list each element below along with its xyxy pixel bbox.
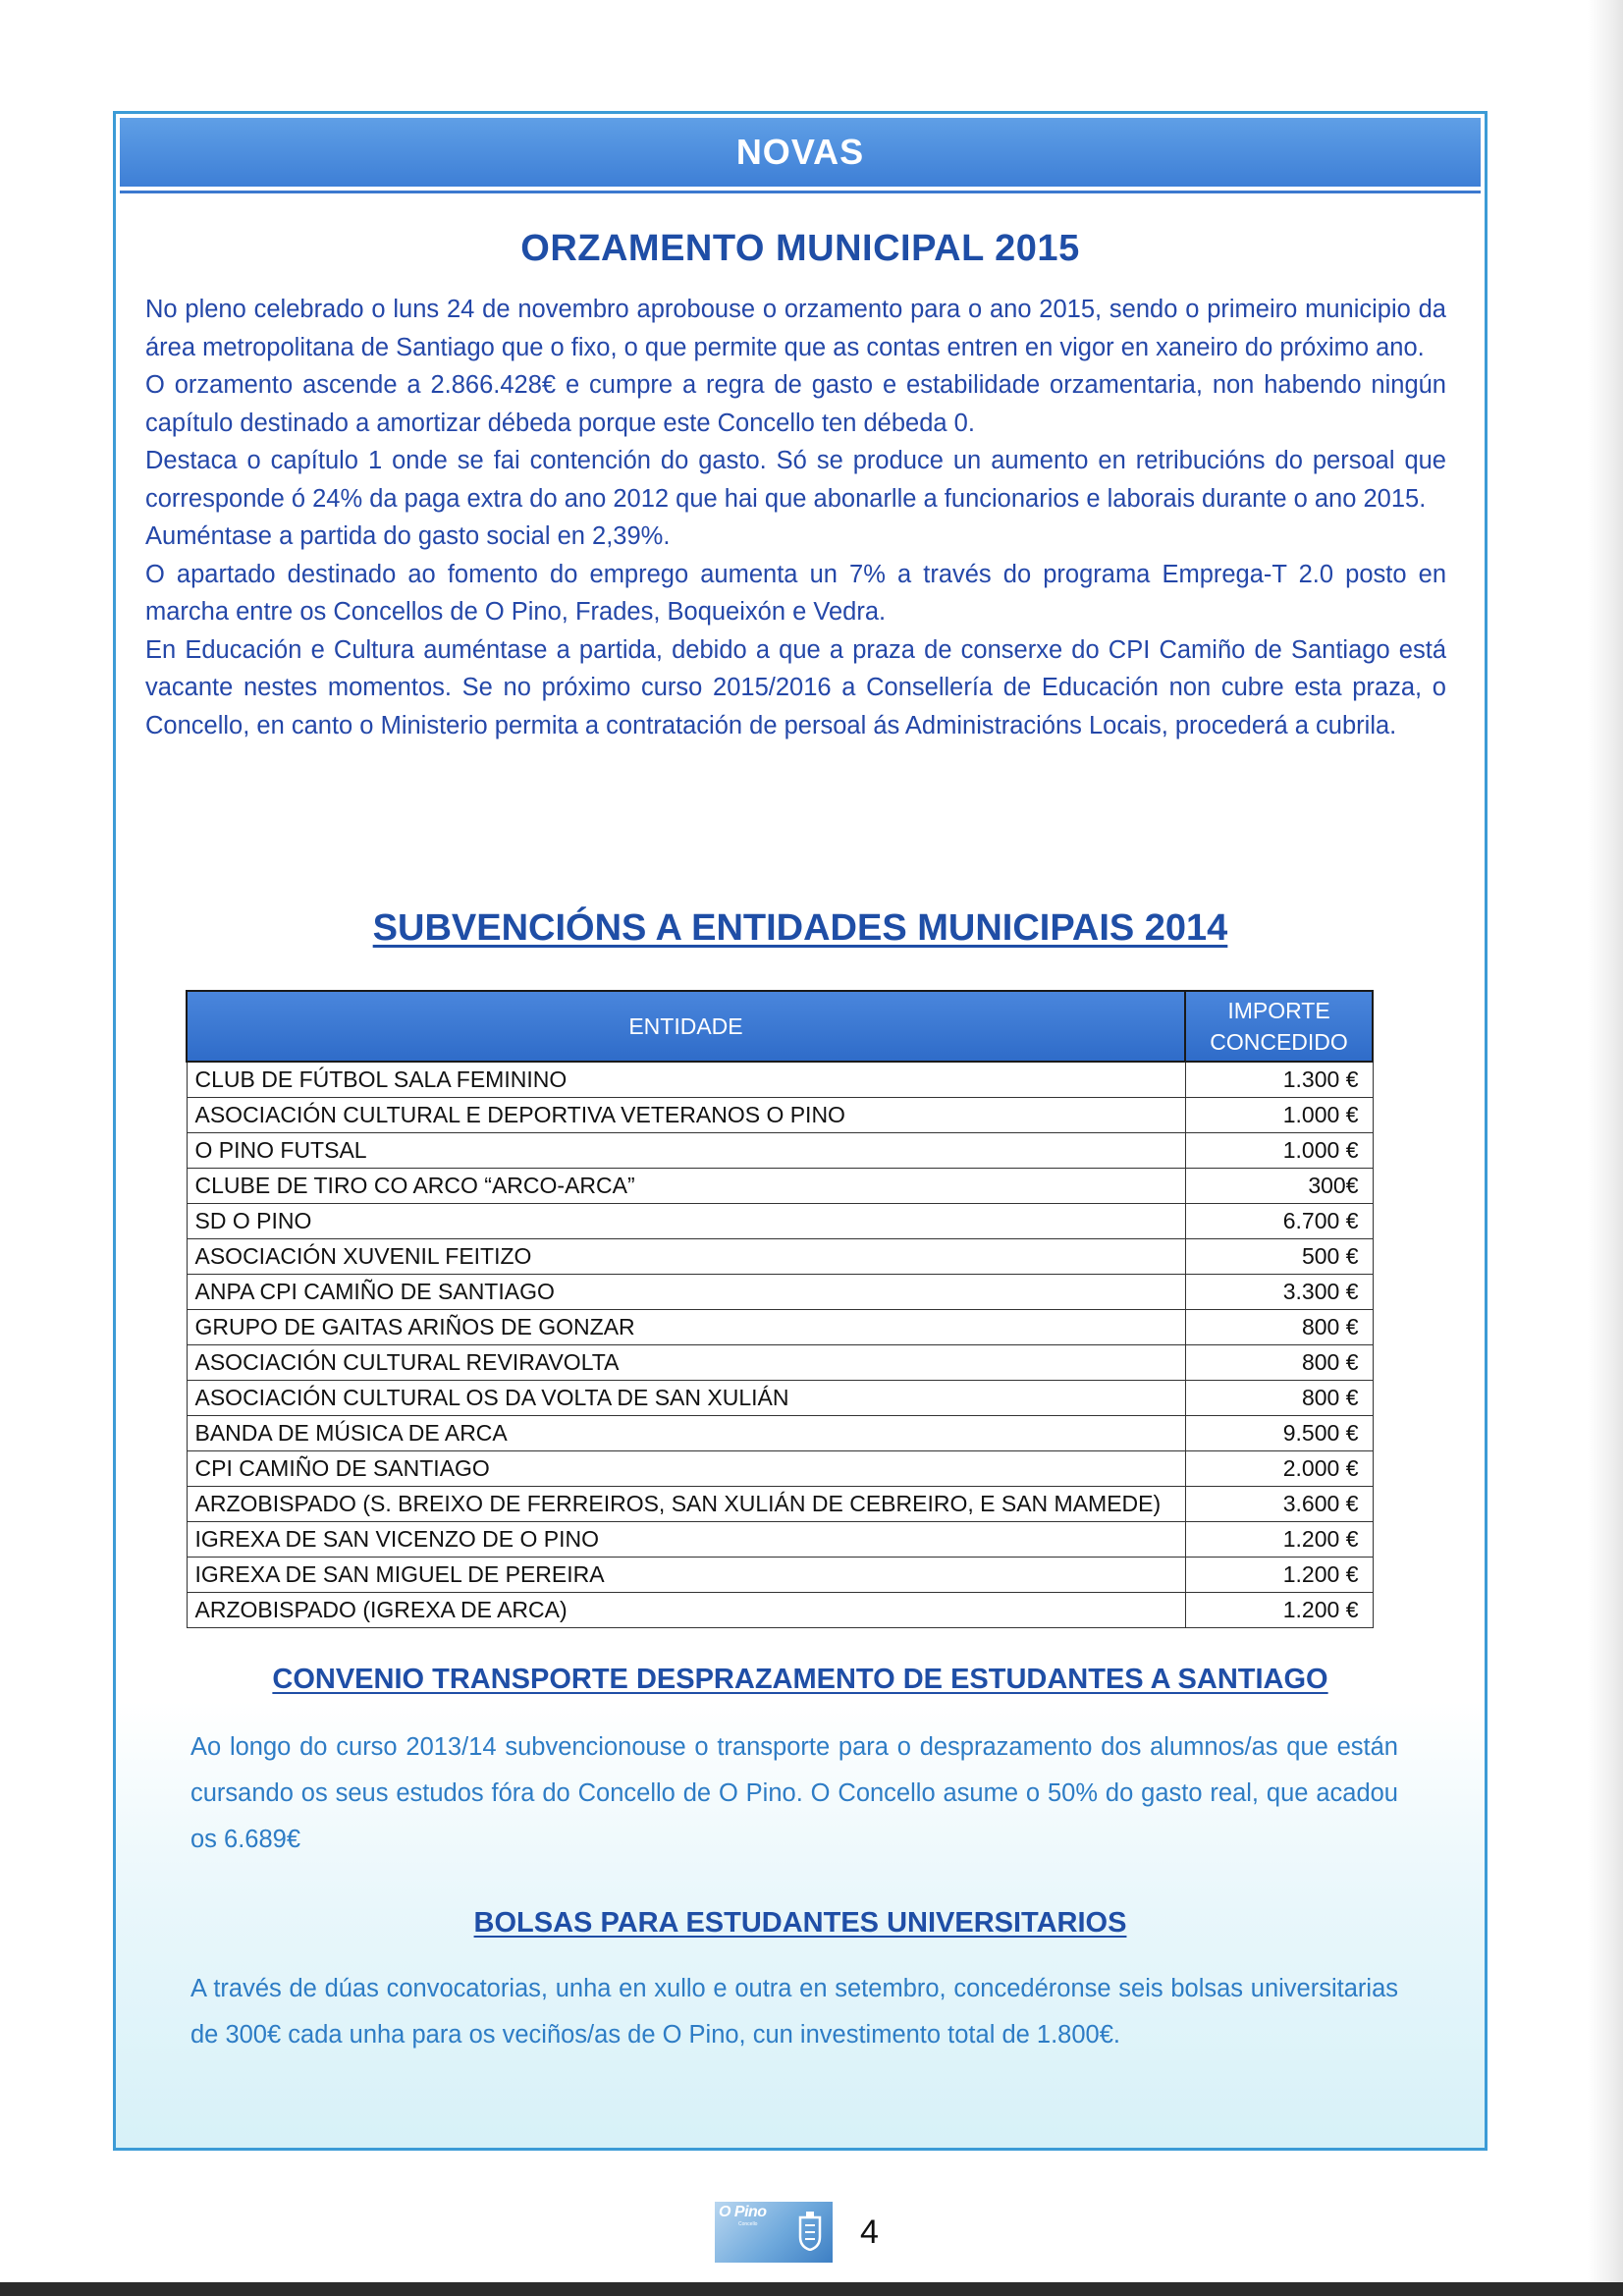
- logo-subtext: Concello: [738, 2221, 758, 2227]
- table-row: [187, 1593, 1373, 1628]
- table-row: [187, 1098, 1373, 1133]
- table-row: [187, 1169, 1373, 1204]
- amount-cell: 1.200 €: [1185, 1558, 1373, 1593]
- entity-cell: SD O PINO: [187, 1204, 1185, 1239]
- budget-paragraph: Auméntase a partida do gasto social en 2,39%.: [145, 522, 671, 550]
- logo-text: O Pino: [719, 2204, 767, 2220]
- amount-cell: 6.700 €: [1185, 1204, 1373, 1239]
- table-row: [187, 1275, 1373, 1310]
- entity-cell: BANDA DE MÚSICA DE ARCA: [187, 1416, 1185, 1451]
- amount-cell: 800 €: [1185, 1310, 1373, 1345]
- scan-bottom-edge: [0, 2282, 1623, 2296]
- amount-cell: 3.600 €: [1185, 1487, 1373, 1522]
- entity-cell: ASOCIACIÓN XUVENIL FEITIZO: [187, 1239, 1185, 1275]
- entity-cell: CLUB DE FÚTBOL SALA FEMININO: [187, 1062, 1185, 1098]
- section-title-transport: CONVENIO TRANSPORTE DESPRAZAMENTO DE ESTUDANTES A SANTIAGO: [272, 1664, 1328, 1695]
- amount-cell: 1.000 €: [1185, 1133, 1373, 1169]
- entity-cell: CPI CAMIÑO DE SANTIAGO: [187, 1451, 1185, 1487]
- budget-paragraph: No pleno celebrado o luns 24 de novembro aprobouse o orzamento para o ano 2015, sendo o primeiro municipio da área metropolitana de Santiago que o fixo, o que permite que as contas entren en vigor en xaneiro do próximo ano.: [145, 296, 1446, 361]
- entity-cell: GRUPO DE GAITAS ARIÑOS DE GONZAR: [187, 1310, 1185, 1345]
- scan-page-edge: [1588, 0, 1623, 2296]
- amount-cell: 1.300 €: [1185, 1062, 1373, 1098]
- table-row: [187, 1239, 1373, 1275]
- budget-paragraph: En Educación e Cultura auméntase a partida, debido a que a praza de conserxe do CPI Camiño de Santiago está vacante nestes momentos. Se no próximo curso 2015/2016 a Consellería de Educación non cubre esta praza, o Concello, en canto o Ministerio permita a contratación de persoal ás Administracións Locais, procederá a cubrila.: [145, 635, 1446, 739]
- budget-paragraph: O apartado destinado ao fomento do emprego aumenta un 7% a través do programa Emprega-T 2.0 posto en marcha entre os Concellos de O Pino, Frades, Boqueixón e Vedra.: [145, 560, 1446, 626]
- amount-cell: 800 €: [1185, 1381, 1373, 1416]
- amount-cell: 2.000 €: [1185, 1451, 1373, 1487]
- amount-cell: 1.200 €: [1185, 1522, 1373, 1558]
- header-divider: [120, 191, 1481, 193]
- amount-cell: 9.500 €: [1185, 1416, 1373, 1451]
- amount-cell: 300€: [1185, 1169, 1373, 1204]
- entity-cell: ASOCIACIÓN CULTURAL REVIRAVOLTA: [187, 1345, 1185, 1381]
- column-header-entity: ENTIDADE: [187, 991, 1185, 1062]
- news-frame: [113, 111, 1488, 2151]
- table-row: [187, 1558, 1373, 1593]
- header-band: [120, 118, 1481, 187]
- table-row: [187, 1310, 1373, 1345]
- entity-cell: IGREXA DE SAN VICENZO DE O PINO: [187, 1522, 1185, 1558]
- budget-article: [145, 291, 1446, 744]
- entity-cell: ANPA CPI CAMIÑO DE SANTIAGO: [187, 1275, 1185, 1310]
- amount-cell: 500 €: [1185, 1239, 1373, 1275]
- amount-cell: 1.000 €: [1185, 1098, 1373, 1133]
- concello-logo: [715, 2202, 833, 2263]
- entity-cell: CLUBE DE TIRO CO ARCO “ARCO-ARCA”: [187, 1169, 1185, 1204]
- table-row: [187, 1451, 1373, 1487]
- table-row: [187, 1416, 1373, 1451]
- section-title-budget: ORZAMENTO MUNICIPAL 2015: [520, 228, 1080, 269]
- municipal-shield-icon: [797, 2212, 823, 2251]
- table-row: [187, 1204, 1373, 1239]
- entity-cell: ARZOBISPADO (IGREXA DE ARCA): [187, 1593, 1185, 1628]
- transport-paragraph: Ao longo do curso 2013/14 subvencionouse o transporte para o desprazamento dos alumnos/as que están cursando os seus estudos fóra do Concello de O Pino. O Concello asume o 50% do gasto real, que acadou os 6.689€: [190, 1733, 1398, 1853]
- entity-cell: IGREXA DE SAN MIGUEL DE PEREIRA: [187, 1558, 1185, 1593]
- page-footer: [715, 2202, 879, 2263]
- amount-cell: 800 €: [1185, 1345, 1373, 1381]
- table-header-row: [187, 991, 1373, 1062]
- scholarships-paragraph: A través de dúas convocatorias, unha en xullo e outra en setembro, concedéronse seis bolsas universitarias de 300€ cada unha para os veciños/as de O Pino, cun investimento total de 1.800€.: [190, 1975, 1398, 2049]
- table-row: [187, 1487, 1373, 1522]
- grants-table: [186, 990, 1374, 1628]
- column-header-amount: IMPORTE CONCEDIDO: [1185, 991, 1373, 1062]
- budget-paragraph: Destaca o capítulo 1 onde se fai contención do gasto. Só se produce un aumento en retribucións do persoal que corresponde ó 24% da paga extra do ano 2012 que hai que abonarlle a funcionarios e laborais durante o ano 2015.: [145, 447, 1446, 513]
- entity-cell: ARZOBISPADO (S. BREIXO DE FERREIROS, SAN XULIÁN DE CEBREIRO, E SAN MAMEDE): [187, 1487, 1185, 1522]
- budget-paragraph: O orzamento ascende a 2.866.428€ e cumpre a regra de gasto e estabilidade orzamentaria, non habendo ningún capítulo destinado a amortizar débeda porque este Concello ten débeda 0.: [145, 371, 1446, 437]
- amount-cell: 1.200 €: [1185, 1593, 1373, 1628]
- page-number: 4: [860, 2213, 879, 2251]
- table-row: [187, 1381, 1373, 1416]
- table-row: [187, 1062, 1373, 1098]
- section-title-grants: SUBVENCIÓNS A ENTIDADES MUNICIPAIS 2014: [372, 907, 1228, 949]
- table-row: [187, 1133, 1373, 1169]
- entity-cell: ASOCIACIÓN CULTURAL E DEPORTIVA VETERANOS O PINO: [187, 1098, 1185, 1133]
- header-title: NOVAS: [735, 132, 865, 172]
- entity-cell: O PINO FUTSAL: [187, 1133, 1185, 1169]
- table-row: [187, 1522, 1373, 1558]
- entity-cell: ASOCIACIÓN CULTURAL OS DA VOLTA DE SAN XULIÁN: [187, 1381, 1185, 1416]
- amount-cell: 3.300 €: [1185, 1275, 1373, 1310]
- section-title-scholarships: BOLSAS PARA ESTUDANTES UNIVERSITARIOS: [473, 1907, 1127, 1939]
- table-row: [187, 1345, 1373, 1381]
